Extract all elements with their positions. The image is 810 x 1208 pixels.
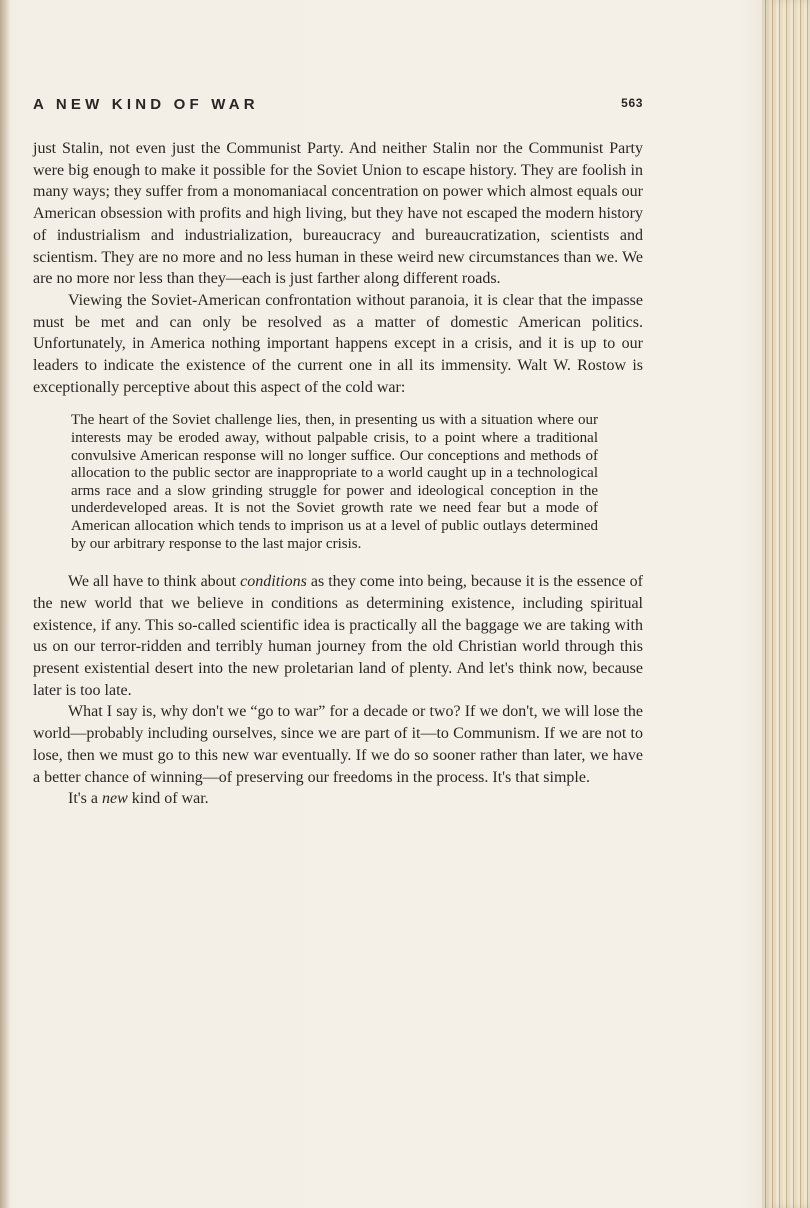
emphasis-new: new xyxy=(101,790,128,808)
block-quote: The heart of the Soviet challenge lies, then, in presenting us with a situation where our interests may be eroded away, without palpable crisis, to a point where a traditional convulsive American response will no longer suffice. Our conceptions and methods of allocation to the public sector are inappropriate to a world caught up in a technological arms race and a slow grinding struggle for power and ideological conception in the underdeveloped areas. It is not the Soviet growth rate we need fear but a mode of American allocation which tends to imprison us at a level of public outlays determined by our arbitrary response to the last major crisis. xyxy=(71,412,598,552)
paragraph-5 xyxy=(33,788,643,810)
page-edges xyxy=(762,0,810,1208)
paragraph-5-text-end: kind of war. xyxy=(127,790,209,808)
paragraph-5-text-start: It's a xyxy=(68,790,102,808)
paragraph-3 xyxy=(33,571,643,701)
paragraph-2: Viewing the Soviet-American confrontation without paranoia, it is clear that the impasse must be met and can only be resolved as a matter of domestic American politics. Unfortunately, in America nothing important happens except in a crisis, and it is up to our leaders to indicate the existence of the current one in all its immensity. Walt W. Rostow is exceptionally perceptive about this aspect of the cold war: xyxy=(33,291,643,396)
page-body xyxy=(33,138,643,810)
running-title: A NEW KIND OF WAR xyxy=(33,96,259,113)
paragraph-4: What I say is, why don't we “go to war” for a decade or two? If we don't, we will lose the world—probably including ourselves, since we are part of it—to Communism. If we are not to lose, then we must go to this new war eventually. If we do so sooner rather than later, we have a better chance of winning—of preserving our freedoms in the process. It's that simple. xyxy=(33,703,643,786)
paragraph-3-text-end: as they come into being, because it is the essence of the new world that we believe in conditions as determining existence, including spiritual existence, if any. This so-called scientific idea is practically all the baggage we are taking with us on our terror-ridden and terribly human journey from the old Christian world through this present existential desert into the new proletarian land of plenty. And let's think now, because later is too late. xyxy=(33,573,644,699)
emphasis-conditions: conditions xyxy=(240,573,307,591)
running-head xyxy=(33,96,643,118)
paragraph-1: just Stalin, not even just the Communist Party. And neither Stalin nor the Communist Party were big enough to make it possible for the Soviet Union to escape history. They are foolish in many ways; they suffer from a monomaniacal concentration on power which almost equals our American obsession with profits and high living, but they have not escaped the modern history of industrialism and industrialization, bureaucracy and bureaucratization, scientists and scientism. They are no more and no less human in these weird new circumstances than we. We are no more nor less than they—each is just farther along different roads. xyxy=(33,140,643,288)
binding-shadow xyxy=(0,0,10,1208)
paragraph-3-text-start: We all have to think about xyxy=(68,573,241,591)
page-number: 563 xyxy=(621,96,643,110)
